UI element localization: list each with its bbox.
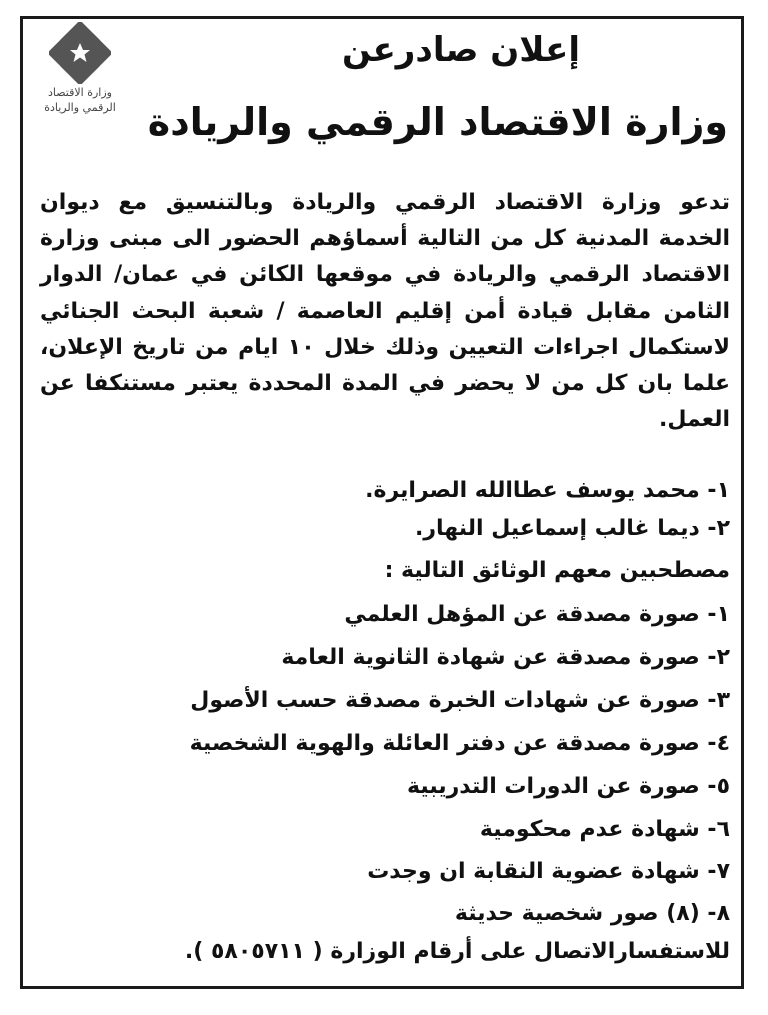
- contact-line: للاستفسارالاتصال على أرقام الوزارة ( ٥٨٠٥٧١١ ).: [184, 939, 730, 964]
- ministry-logo-icon: [49, 22, 111, 84]
- candidate-name-1: ١- محمد يوسف عطاالله الصرايرة.: [365, 478, 730, 503]
- document-item-6: ٦- شهادة عدم محكومية: [479, 817, 730, 842]
- ministry-logo: [30, 22, 130, 142]
- document-item-2: ٢- صورة مصدقة عن شهادة الثانوية العامة: [281, 645, 730, 670]
- invitation-paragraph: تدعو وزارة الاقتصاد الرقمي والريادة وبالتنسيق مع ديوان الخدمة المدنية كل من التالية أسماؤهم الحضور الى مبنى وزارة الاقتصاد الرقمي والريادة في موقعها الكائن في عمان/ الدوار الثامن مقابل قيادة أمن إقليم العاصمة / شعبة البحث الجنائي لاستكمال اجراءات التعيين وذلك خلال ١٠ ايام من تاريخ الإعلان، علما بان كل من لا يحضر في المدة المحددة يعتبر مستنكفا عن العمل.: [40, 190, 730, 433]
- ministry-title: وزارة الاقتصاد الرقمي والريادة: [147, 100, 728, 144]
- document-item-3: ٣- صورة عن شهادات الخبرة مصدقة حسب الأصول: [190, 688, 730, 713]
- announcement-title: إعلان صادرعن: [341, 30, 580, 70]
- document-item-7: ٧- شهادة عضوية النقابة ان وجدت: [367, 859, 730, 884]
- document-item-8: ٨- (٨) صور شخصية حديثة: [454, 901, 730, 926]
- logo-text-line1: وزارة الاقتصاد: [48, 86, 112, 99]
- document-item-1: ١- صورة مصدقة عن المؤهل العلمي: [344, 602, 730, 627]
- documents-heading: مصطحبين معهم الوثائق التالية :: [384, 558, 730, 583]
- candidate-name-2: ٢- ديما غالب إسماعيل النهار.: [414, 516, 730, 541]
- document-item-4: ٤- صورة مصدقة عن دفتر العائلة والهوية الشخصية: [189, 731, 730, 756]
- document-item-5: ٥- صورة عن الدورات التدريبية: [407, 774, 730, 799]
- logo-text-line2: الرقمي والريادة: [44, 101, 116, 114]
